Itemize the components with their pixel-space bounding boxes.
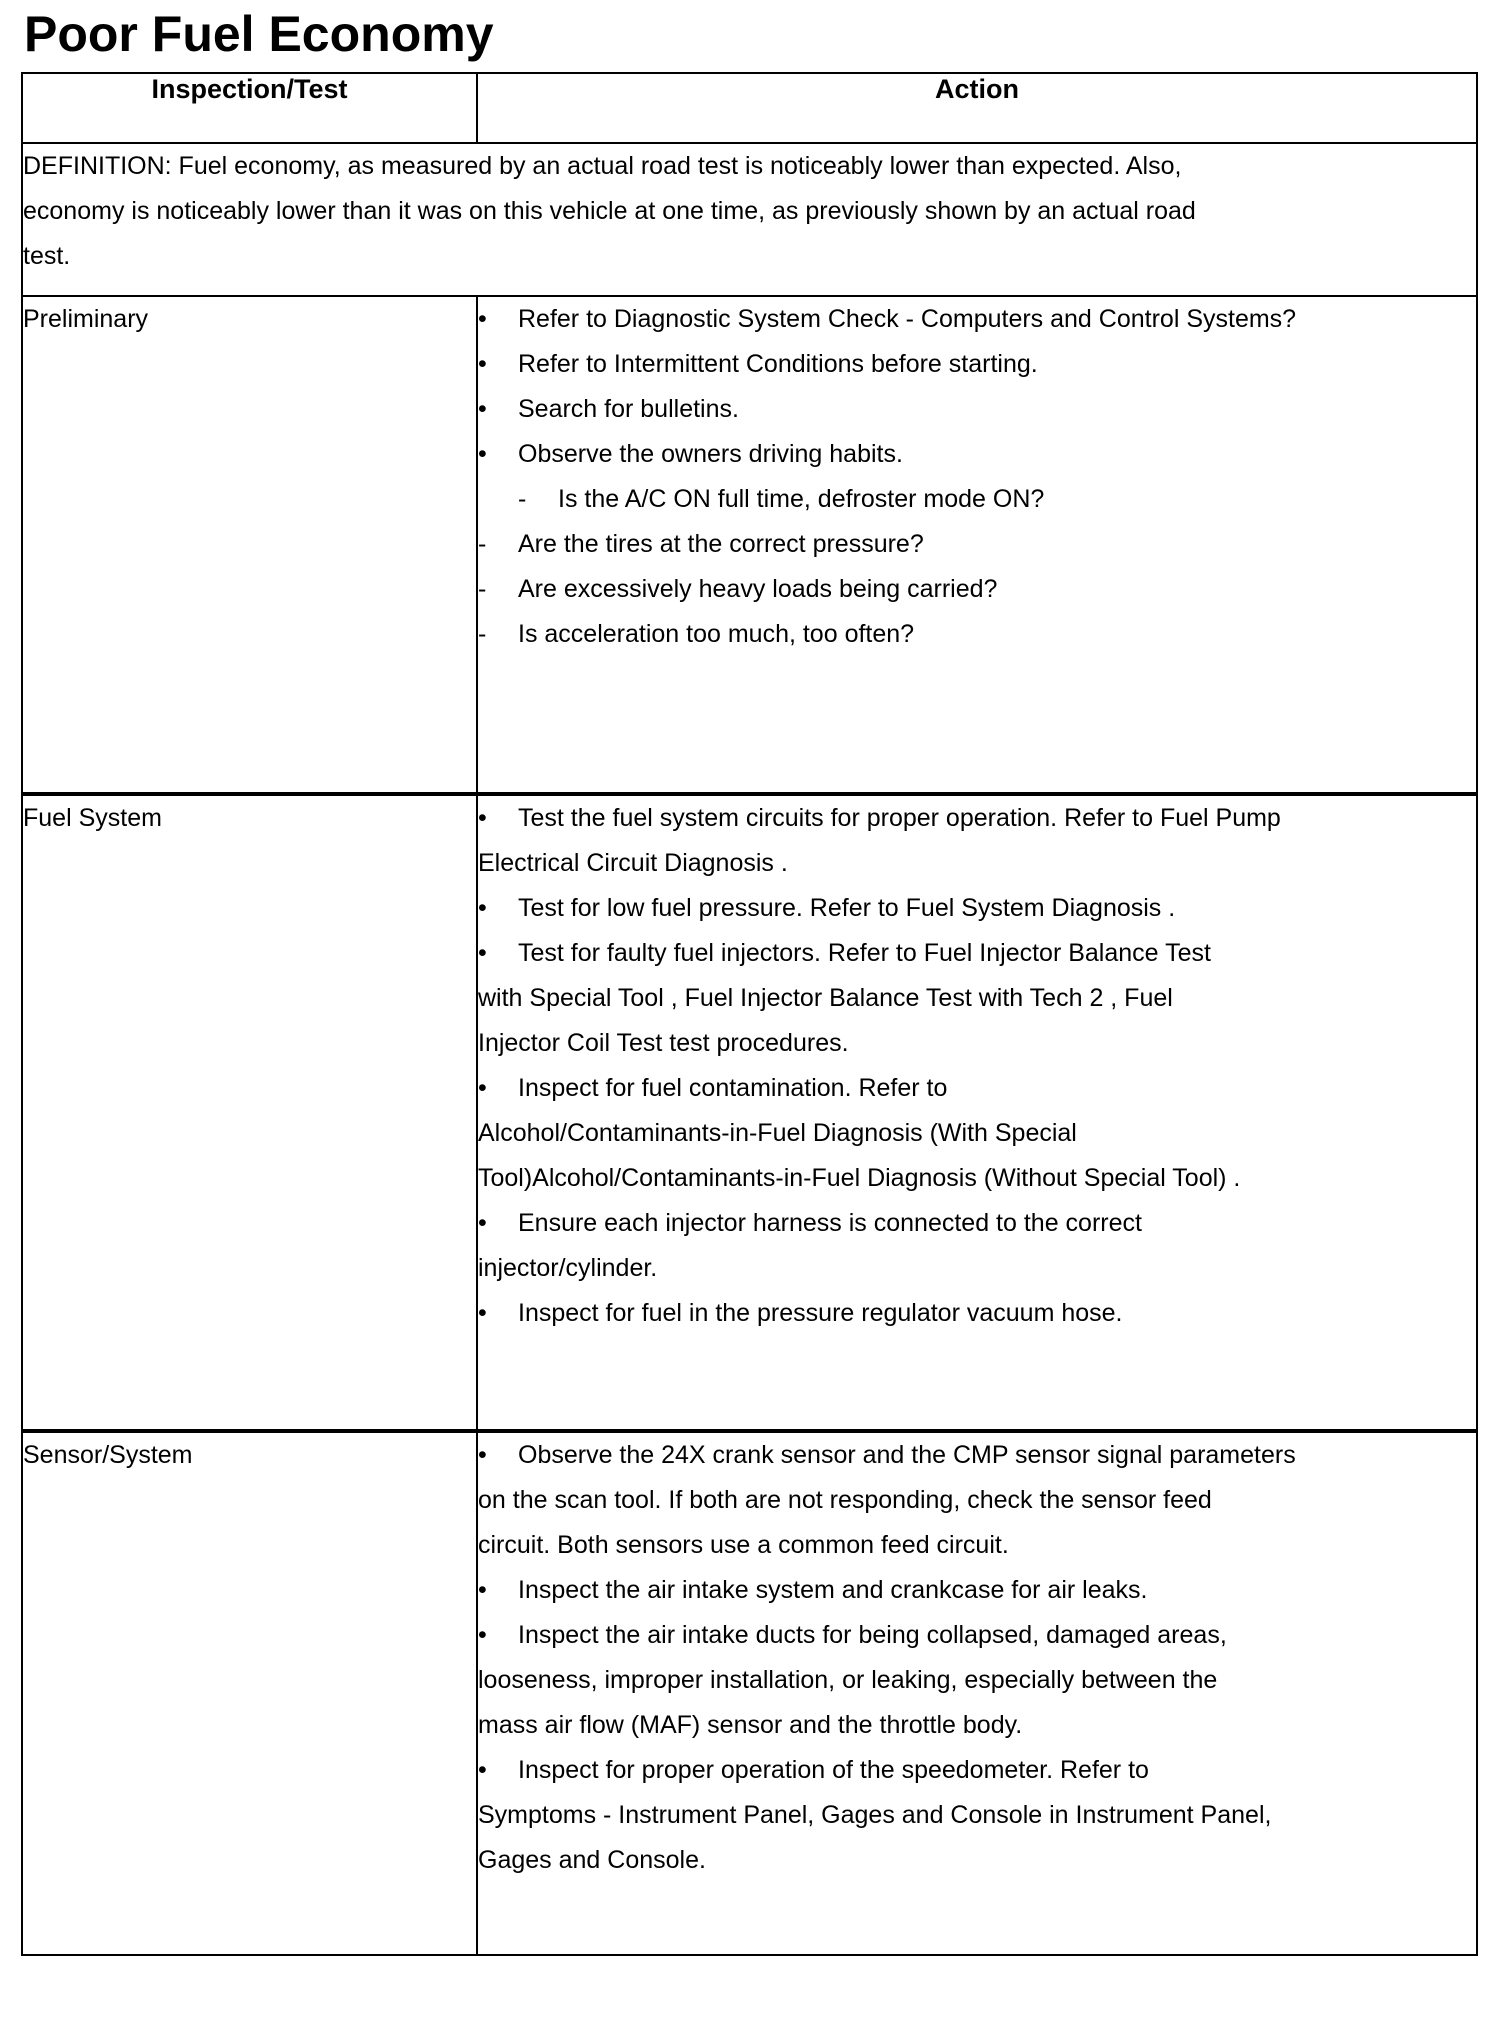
action-text: Inspect the air intake ducts for being collapsed, damaged areas, — [518, 1621, 1227, 1649]
bullet-marker: • — [478, 1441, 487, 1469]
action-line — [478, 1703, 1476, 1748]
bullet-marker: • — [478, 305, 487, 333]
bullet-marker: • — [478, 939, 487, 967]
action-line — [478, 1066, 1476, 1111]
action-line — [478, 1658, 1476, 1703]
action-text: circuit. Both sensors use a common feed circuit. — [478, 1531, 1009, 1559]
action-line — [478, 342, 1476, 387]
action-text: Gages and Console. — [478, 1846, 706, 1874]
action-cell-fuel-system — [477, 794, 1477, 1431]
header-row — [22, 73, 1477, 143]
table-row — [22, 296, 1477, 794]
action-text: Refer to Intermittent Conditions before starting. — [518, 350, 1038, 378]
bullet-marker: • — [478, 1756, 487, 1784]
action-text: Test for faulty fuel injectors. Refer to Fuel Injector Balance Test — [518, 939, 1211, 967]
definition-line: economy is noticeably lower than it was on this vehicle at one time, as previously shown by an actual road — [23, 197, 1196, 225]
action-line — [478, 1111, 1476, 1156]
row-label-preliminary: Preliminary — [22, 296, 477, 794]
action-line — [478, 1201, 1476, 1246]
action-line — [478, 522, 1476, 567]
bullet-marker: • — [478, 894, 487, 922]
action-line — [478, 387, 1476, 432]
bullet-marker: • — [478, 1576, 487, 1604]
diagnostic-table — [21, 72, 1478, 1956]
action-text: Inspect for fuel in the pressure regulator vacuum hose. — [518, 1299, 1123, 1327]
action-line — [478, 1478, 1476, 1523]
action-text: Inspect for fuel contamination. Refer to — [518, 1074, 948, 1102]
definition-row — [22, 143, 1477, 296]
action-text: Test for low fuel pressure. Refer to Fuel System Diagnosis . — [518, 894, 1176, 922]
definition-line: test. — [23, 242, 71, 270]
action-text: Refer to Diagnostic System Check - Computers and Control Systems? — [518, 305, 1297, 333]
page-title: Poor Fuel Economy — [24, 6, 494, 62]
bullet-marker: • — [478, 350, 487, 378]
action-line — [478, 1568, 1476, 1613]
action-line — [478, 432, 1476, 477]
action-text: Is the A/C ON full time, defroster mode ON? — [558, 485, 1045, 513]
action-line — [478, 1246, 1476, 1291]
action-line — [478, 886, 1476, 931]
row-label-sensor-system: Sensor/System — [22, 1431, 477, 1955]
bullet-marker: • — [478, 1209, 487, 1237]
action-line — [478, 477, 1476, 522]
bullet-marker: • — [478, 1621, 487, 1649]
action-line — [478, 1291, 1476, 1336]
action-line — [478, 1523, 1476, 1568]
action-text: Injector Coil Test test procedures. — [478, 1029, 849, 1057]
definition-cell — [22, 143, 1477, 296]
bullet-marker: • — [478, 1074, 487, 1102]
definition-line: DEFINITION: Fuel economy, as measured by an actual road test is noticeably lower than expected. Also, — [23, 152, 1182, 180]
column-header-action: Action — [477, 73, 1477, 143]
row-label-fuel-system: Fuel System — [22, 794, 477, 1431]
action-line — [478, 1838, 1476, 1883]
bullet-marker: • — [478, 395, 487, 423]
action-line — [478, 1433, 1476, 1478]
action-line — [478, 1156, 1476, 1201]
action-text: mass air flow (MAF) sensor and the throttle body. — [478, 1711, 1023, 1739]
action-line — [478, 796, 1476, 841]
action-line — [478, 612, 1476, 657]
dash-marker: - — [478, 530, 487, 558]
action-line — [478, 1021, 1476, 1066]
action-text: with Special Tool , Fuel Injector Balance Test with Tech 2 , Fuel — [478, 984, 1173, 1012]
dash-marker: - — [478, 620, 487, 648]
action-text: Tool)Alcohol/Contaminants-in-Fuel Diagnosis (Without Special Tool) . — [478, 1164, 1241, 1192]
action-text: Electrical Circuit Diagnosis . — [478, 849, 788, 877]
action-cell-sensor-system — [477, 1431, 1477, 1955]
action-line — [478, 1613, 1476, 1658]
action-text: Symptoms - Instrument Panel, Gages and Console in Instrument Panel, — [478, 1801, 1272, 1829]
action-text: Are the tires at the correct pressure? — [518, 530, 924, 558]
action-text: Inspect for proper operation of the speedometer. Refer to — [518, 1756, 1149, 1784]
action-line — [478, 1748, 1476, 1793]
action-text: Is acceleration too much, too often? — [518, 620, 915, 648]
action-text: looseness, improper installation, or leaking, especially between the — [478, 1666, 1218, 1694]
bullet-marker: • — [478, 804, 487, 832]
action-text: Alcohol/Contaminants-in-Fuel Diagnosis (With Special — [478, 1119, 1077, 1147]
bullet-marker: • — [478, 440, 487, 468]
action-text: Observe the 24X crank sensor and the CMP sensor signal parameters — [518, 1441, 1296, 1469]
action-text: Test the fuel system circuits for proper operation. Refer to Fuel Pump — [518, 804, 1281, 832]
dash-marker: - — [478, 575, 487, 603]
action-line — [478, 567, 1476, 612]
action-text: Inspect the air intake system and crankcase for air leaks. — [518, 1576, 1148, 1604]
table-row — [22, 1431, 1477, 1955]
action-cell-preliminary — [477, 296, 1477, 794]
action-line — [478, 931, 1476, 976]
action-text: Ensure each injector harness is connected to the correct — [518, 1209, 1142, 1237]
action-line — [478, 841, 1476, 886]
dash-marker: - — [518, 485, 527, 513]
table-row — [22, 794, 1477, 1431]
action-text: injector/cylinder. — [478, 1254, 658, 1282]
action-text: on the scan tool. If both are not responding, check the sensor feed — [478, 1486, 1212, 1514]
action-text: Search for bulletins. — [518, 395, 739, 423]
action-text: Are excessively heavy loads being carried? — [518, 575, 998, 603]
column-header-inspection: Inspection/Test — [22, 73, 477, 143]
action-line — [478, 1793, 1476, 1838]
bullet-marker: • — [478, 1299, 487, 1327]
action-text: Observe the owners driving habits. — [518, 440, 903, 468]
action-line — [478, 297, 1476, 342]
action-line — [478, 976, 1476, 1021]
